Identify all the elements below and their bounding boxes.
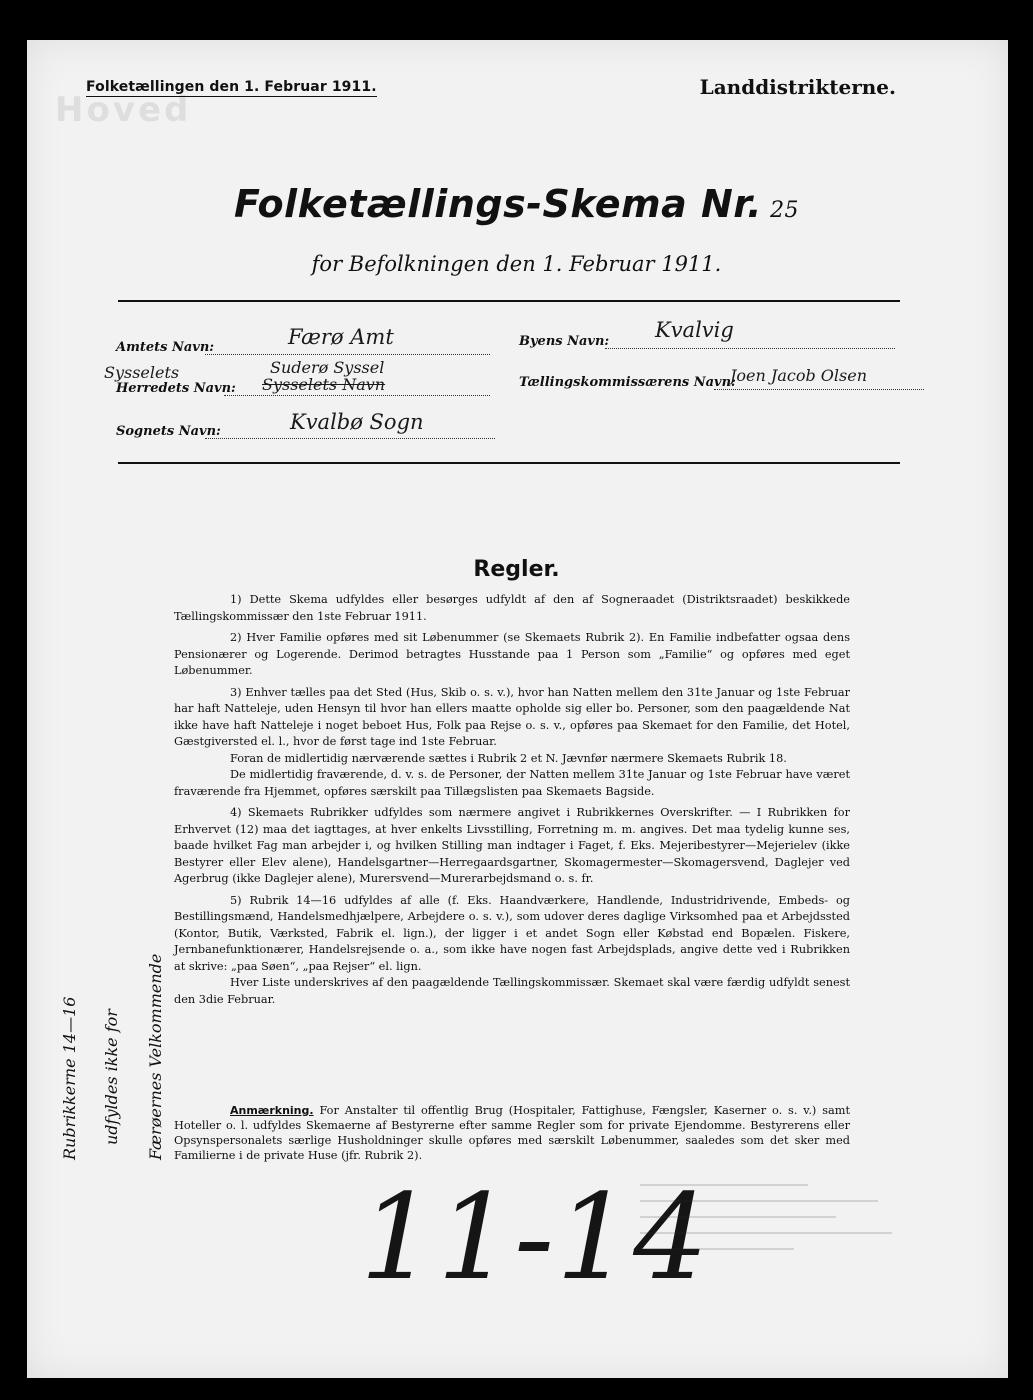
amt-value: Færø Amt [288, 325, 394, 349]
margin-annotation [60, 940, 180, 1160]
rule-item: Foran de midlertidig nærværende sættes i Rubrik 2 et N. Jævnfør nærmere Skemaets Rubrik 18. [230, 751, 787, 765]
note-text: For Anstalter til offentlig Brug (Hospitaler, Fattighuse, Fængsler, Kaserner o. s. v.) samt Hoteller o. l. udfyldes Skemaerne af Bestyrerne efter samme Regler som for private Ejendomme. Bestyrerens eller Opsynspersonalets særlige Husholdninger skulle opføres med særskilt Løbenummer, saaledes som det sker med Familierne i de private Huse (jfr. Rubrik 2). [174, 1104, 850, 1162]
kommissaer-line [714, 389, 924, 390]
herred-struck-text: Sysselets Navn [262, 375, 386, 394]
handwritten-page-range: 11-14 [360, 1168, 711, 1306]
kommissaer-label: Tællingskommissærens Navn: [519, 375, 736, 390]
header-census-date: Folketællingen den 1. Februar 1911. [86, 79, 377, 95]
rule-item: Hver Liste underskrives af den paagældende Tællingskommissær. Skemaet skal være færdig udfyldt senest den 3die Februar. [174, 976, 850, 1006]
form-title [0, 182, 1033, 226]
fields-divider [118, 462, 900, 464]
rule-item: 1) Dette Skema udfyldes eller besørges udfyldt af den af Sogneraadet (Distriktsraadet) beskikkede Tællingskommissær den 1ste Februar 1911. [174, 593, 850, 623]
rule-item: 5) Rubrik 14—16 udfyldes af alle (f. Eks. Haandværkere, Handlende, Industridrivende, Embeds- og Bestillingsmænd, Handelsmedhjælpere, Arbejdere o. s. v.), som udover deres daglige Virksomhed paa et Arbejdssted (Kontor, Butik, Værksted, Fabrik el. lign.), der ligger i et andet Sogn eller Købstad end Bopælen. Fiskere, Jernbanefunktionærer, Handelsrejsende o. a., som ikke have nogen fast Arbejdsplads, angive dette ved i Rubrikken at skrive: „paa Søen“, „paa Rejser“ el. lign. [174, 893, 850, 973]
herred-prefix: Sysselets [104, 363, 180, 382]
by-value: Kvalvig [655, 318, 734, 342]
herred-line [224, 395, 490, 396]
by-line [605, 348, 895, 349]
sogn-label: Sognets Navn: [116, 424, 221, 439]
margin-note-line1: Rubrikkerne 14—16 [60, 996, 79, 1160]
amt-label: Amtets Navn: [116, 340, 215, 355]
sogn-value: Kvalbø Sogn [290, 410, 424, 434]
faded-stamp: Hoved [55, 90, 192, 130]
rule-item: 3) Enhver tælles paa det Sted (Hus, Skib o. s. v.), hvor han Natten mellem den 31te Januar og 1ste Februar har haft Natteleje, uden Hensyn til hvor han ellers maatte opholde sig eller bo. Personer, som den paagældende Nat ikke have haft Natteleje i noget beboet Hus, Folk paa Rejse o. s. v., opføres paa Skemaet for den Familie, det Hotel, Gæstgiversted el. l., hvor de først tage ind 1ste Februar. [174, 685, 850, 748]
rule-item: 2) Hver Familie opføres med sit Løbenummer (se Skemaets Rubrik 2). En Familie indbefatter ogsaa dens Pensionærer og Logerende. Derimod betragtes Husstande paa 1 Person som „Familie“ og opføres med eget Løbenummer. [174, 631, 850, 677]
note-label: Anmærkning. [230, 1104, 314, 1117]
rule-item: De midlertidig fraværende, d. v. s. de Personer, der Natten mellem 31te Januar og 1ste Februar have været fraværende fra Hjemmet, opføres særskilt paa Tillægslisten paa Skemaets Bagside. [174, 768, 850, 798]
bleed-through-handwriting [640, 1170, 920, 1290]
margin-note-line3: Færøernes Velkommende [146, 953, 165, 1160]
header-district-type: Landdistrikterne. [699, 75, 896, 99]
margin-note-line2: udfyldes ikke for [102, 1009, 121, 1145]
by-label: Byens Navn: [519, 334, 610, 349]
rule-item: 4) Skemaets Rubrikker udfyldes som nærmere angivet i Rubrikkernes Overskrifter. — I Rubrikken for Erhvervet (12) maa det iagttages, at hver enkelts Livsstilling, Forretning m. m. angives. Det maa tydelig kunne ses, baade hvilket Fag man arbejder i, og hvilken Stilling man indtager i Faget, f. Eks. Mejeribestyrer—Mejerielev (ikke Bestyrer eller Elev alene), Handelsgartner—Herregaardsgartner, Skomagermester—Skomagersvend, Daglejer ved Agerbrug (ikke Daglejer alene), Murersvend—Murerarbejdsmand o. s. fr. [174, 806, 850, 885]
form-subtitle: for Befolkningen den 1. Februar 1911. [311, 252, 722, 276]
herred-label: Herredets Navn: [116, 381, 236, 396]
rules-body [174, 592, 850, 1013]
top-divider [118, 300, 900, 302]
form-title-text: Folketællings-Skema Nr. [233, 182, 763, 226]
amt-line [205, 354, 490, 355]
kommissaer-value: Joen Jacob Olsen [730, 366, 867, 385]
rules-heading: Regler. [473, 557, 560, 582]
form-number: 25 [770, 198, 800, 223]
herred-value: Suderø Syssel [270, 358, 385, 377]
sogn-line [205, 438, 495, 439]
note-paragraph [174, 1103, 850, 1163]
